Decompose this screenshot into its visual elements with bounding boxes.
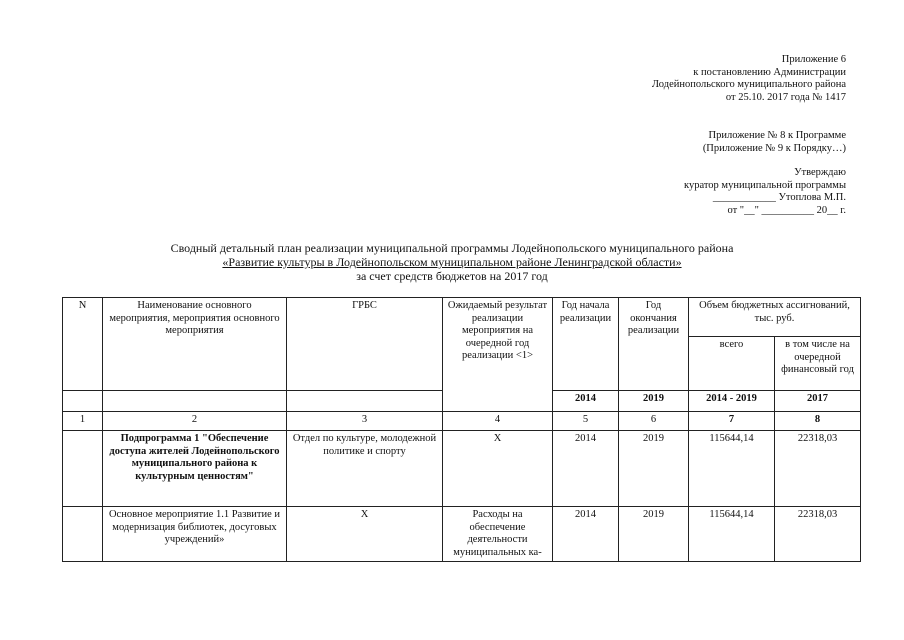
row1-next: 22318,03 <box>775 431 861 507</box>
appendix-8-line1: Приложение № 8 к Программе <box>708 130 846 141</box>
header-row-1 <box>63 298 861 337</box>
header-volume: Объем бюджетных ассигнований, тыс. руб. <box>689 298 861 337</box>
row2-start: 2014 <box>553 507 619 562</box>
row1-n <box>63 431 103 507</box>
col-number-7: 7 <box>689 412 775 431</box>
appendix-6-line1: Приложение 6 <box>781 54 846 65</box>
title-line2: «Развитие культуры в Лодейнопольском муниципальном районе Ленинградской области» <box>222 255 682 269</box>
row2-grbs: Х <box>287 507 443 562</box>
row2-end: 2019 <box>619 507 689 562</box>
header-start-year: Год начала реализации <box>553 298 619 391</box>
row1-start: 2014 <box>553 431 619 507</box>
appendix-8-line2: (Приложение № 9 к Порядку…) <box>702 142 846 154</box>
header-n: N <box>63 298 103 391</box>
header-total: всего <box>689 337 775 391</box>
year-end: 2019 <box>619 391 689 412</box>
col-number-1: 1 <box>63 412 103 431</box>
col-number-6: 6 <box>619 412 689 431</box>
header-result: Ожидаемый результат реализации мероприятия на очередной год реализации <1> <box>443 298 553 412</box>
row1-grbs: Отдел по культуре, молодежной политике и спорту <box>287 431 443 507</box>
table-row <box>63 431 861 507</box>
header-name-blank <box>103 391 287 412</box>
table-row <box>63 507 861 562</box>
appendix-8-block <box>703 130 846 155</box>
approval-line1: Утверждаю <box>794 167 846 178</box>
row1-total: 115644,14 <box>689 431 775 507</box>
row2-n <box>63 507 103 562</box>
title-line1: Сводный детальный план реализации муниципальной программы Лодейнопольского муниципального района <box>170 241 734 255</box>
approval-block <box>684 167 846 217</box>
col-number-8: 8 <box>775 412 861 431</box>
approval-line2: куратор муниципальной программы <box>684 179 846 191</box>
year-total-range: 2014 - 2019 <box>689 391 775 412</box>
appendix-6-line3: Лодейнопольского муниципального района <box>651 79 846 90</box>
row2-result: Расходы на обеспечение деятельности муниципальных ка- <box>443 507 553 562</box>
header-grbs-blank <box>287 391 443 412</box>
approval-line3: ____________ Утоплова М.П. <box>712 192 846 203</box>
header-name: Наименование основного мероприятия, мероприятия основного мероприятия <box>103 298 287 391</box>
header-end-year: Год окончания реализации <box>619 298 689 391</box>
col-number-4: 4 <box>443 412 553 431</box>
col-number-5: 5 <box>553 412 619 431</box>
row2-next: 22318,03 <box>775 507 861 562</box>
appendix-6-block <box>652 54 846 104</box>
col-number-3: 3 <box>287 412 443 431</box>
appendix-6-line2: к постановлению Администрации <box>693 66 846 78</box>
header-n-blank <box>63 391 103 412</box>
row2-total: 115644,14 <box>689 507 775 562</box>
column-number-row <box>63 412 861 431</box>
appendix-6-line4: от 25.10. 2017 года № 1417 <box>725 91 846 103</box>
row2-name: Основное мероприятие 1.1 Развитие и модернизация библиотек, досуговых учреждений» <box>103 507 287 562</box>
title-line3: за счет средств бюджетов на 2017 год <box>356 269 548 283</box>
row1-end: 2019 <box>619 431 689 507</box>
document-title <box>0 241 904 283</box>
col-number-2: 2 <box>103 412 287 431</box>
approval-line4: от "__" __________ 20__ г. <box>727 204 846 216</box>
header-including: в том числе на очередной финансовый год <box>775 337 861 391</box>
header-grbs: ГРБС <box>287 298 443 391</box>
row1-result: Х <box>443 431 553 507</box>
year-next: 2017 <box>775 391 861 412</box>
plan-table <box>62 297 861 562</box>
year-start: 2014 <box>553 391 619 412</box>
row1-name: Подпрограмма 1 "Обеспечение доступа жителей Лодейнопольского муниципального района к культурным ценностям" <box>103 431 287 507</box>
